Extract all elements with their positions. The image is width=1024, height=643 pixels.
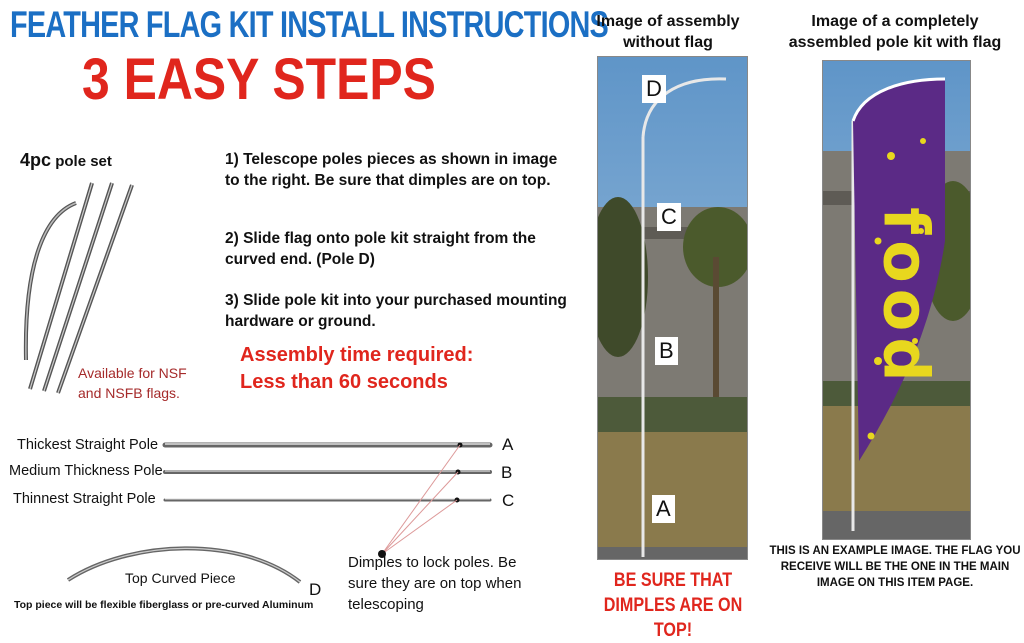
dimples-note: Dimples to lock poles. Be sure they are on top when telescoping <box>348 554 522 613</box>
example-note: THIS IS AN EXAMPLE IMAGE. THE FLAG YOU RECEIVE WILL BE THE ONE IN THE MAIN IMAGE ON THIS ITEM PAGE. <box>769 545 1021 589</box>
photo-left-scene <box>598 57 747 559</box>
availability-note: Available for NSF and NSFB flags. <box>78 365 187 401</box>
photo-assembled-with-flag <box>822 60 971 540</box>
photo-left-heading: Image of assembly without flag <box>596 13 740 51</box>
pole-c-letter: C <box>502 491 515 510</box>
photo-label-c: C <box>657 203 681 231</box>
pole-a-letter: A <box>502 435 514 454</box>
step-3: 3) Slide pole kit into your purchased mounting hardware or ground. <box>225 292 567 330</box>
curved-piece-letter: D <box>309 580 322 599</box>
dimples-warning: BE SURE THAT DIMPLES ARE ON TOP! <box>603 570 743 641</box>
assembly-line-2: Less than 60 seconds <box>240 371 448 393</box>
footnote: Top piece will be flexible fiberglass or pre-curved Aluminum <box>14 599 314 611</box>
photo-right-heading: Image of a completely assembled pole kit with flag <box>788 13 1002 51</box>
assembly-time <box>240 342 473 396</box>
pole-a-label: Thickest Straight Pole <box>17 437 159 453</box>
pole-set-heading <box>20 150 112 171</box>
pole-b-label: Medium Thickness Pole <box>9 463 163 479</box>
photo-label-b: B <box>655 337 678 365</box>
pole-set-label: pole set <box>55 153 112 170</box>
step-1: 1) Telescope poles pieces as shown in image to the right. Be sure that dimples are on top. <box>225 151 558 189</box>
page-subtitle: 3 EASY STEPS <box>82 47 436 112</box>
page-title: FEATHER FLAG KIT INSTALL INSTRUCTIONS <box>10 4 609 45</box>
flag-wordmark <box>866 141 946 441</box>
photo-assembly-without-flag <box>597 56 748 560</box>
pole-c-label: Thinnest Straight Pole <box>13 491 156 507</box>
assembly-line-1: Assembly time required: <box>240 344 474 366</box>
pole-b-letter: B <box>501 463 513 482</box>
curved-piece-label: Top Curved Piece <box>125 570 236 586</box>
pole-set-count: 4pc <box>20 150 52 170</box>
flag-text: food <box>869 207 943 388</box>
photo-label-a: A <box>652 495 675 523</box>
step-2: 2) Slide flag onto pole kit straight from the curved end. (Pole D) <box>225 230 536 268</box>
photo-label-d: D <box>642 75 666 103</box>
